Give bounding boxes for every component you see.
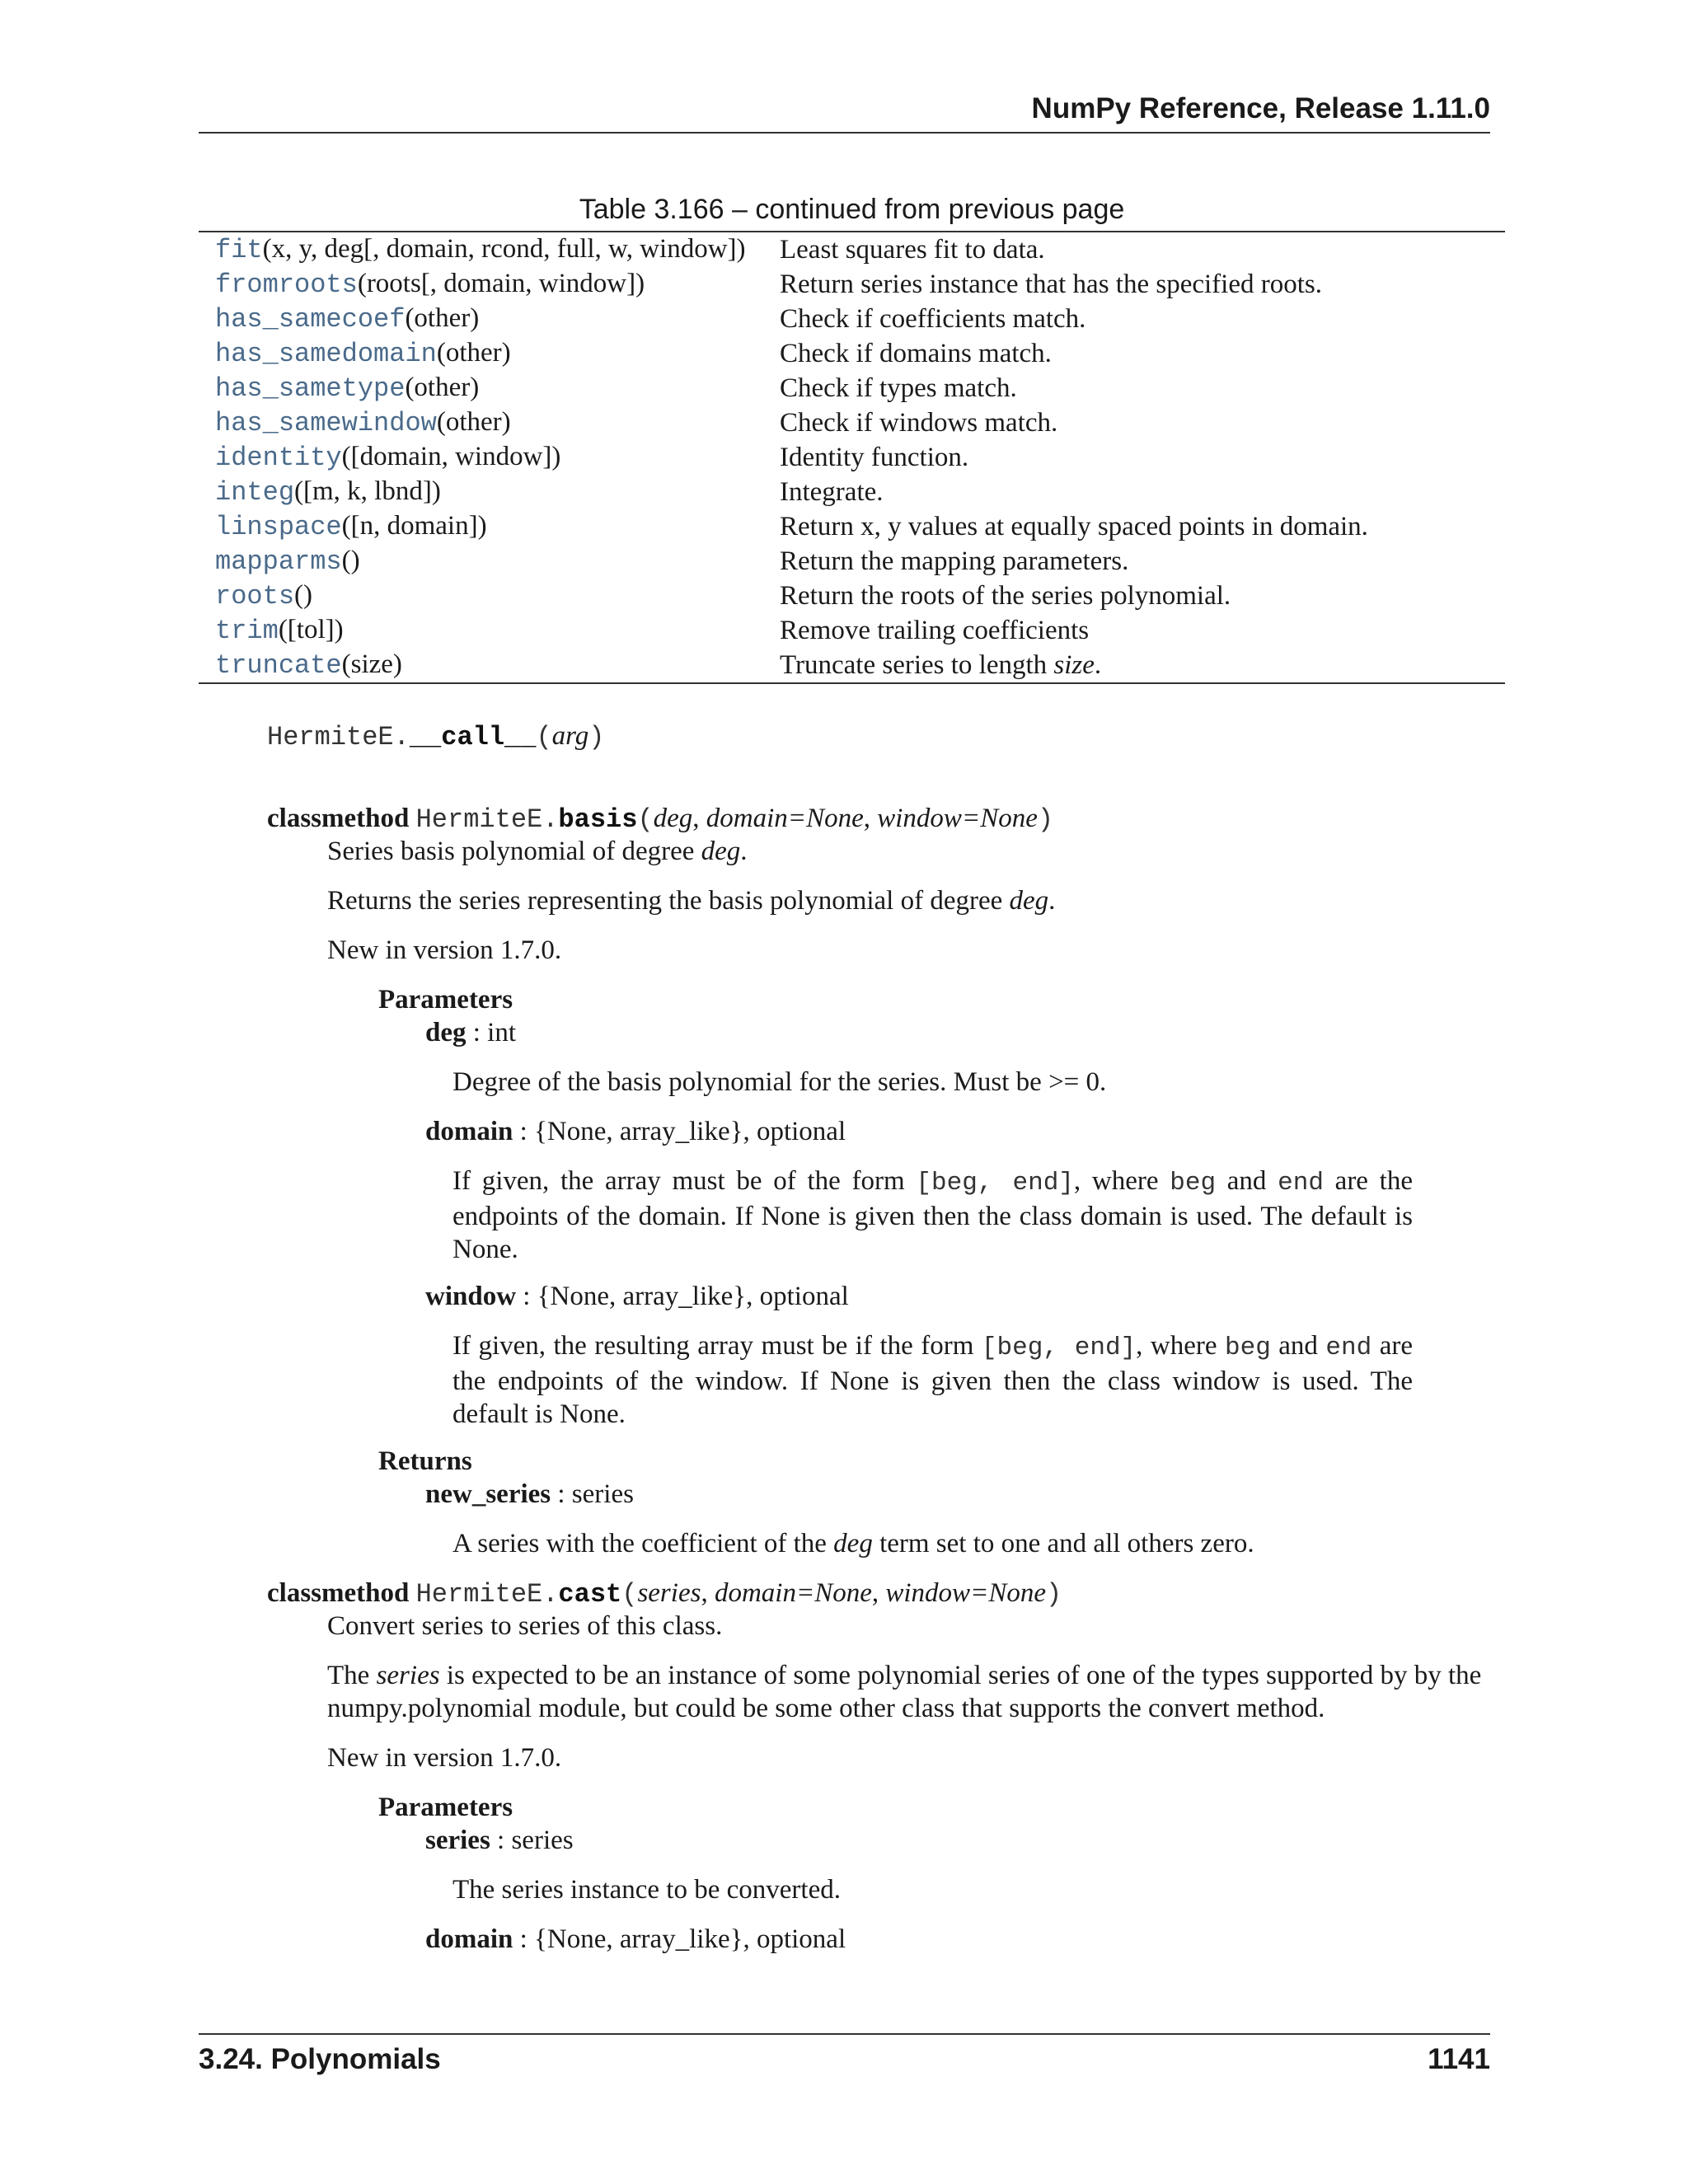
basis-param-domain-description xyxy=(452,1165,1413,1266)
methods-table-body xyxy=(199,232,1505,683)
method-args: () xyxy=(341,546,360,575)
basis-return-text-2: term set to one and all others zero. xyxy=(872,1529,1254,1558)
cast-summary: Convert series to series of this class. xyxy=(327,1611,723,1641)
basis-window-text-1: If given, the resulting array must be if the form xyxy=(452,1331,982,1361)
basis-return-type: : series xyxy=(551,1479,634,1509)
method-description-cell: Identity function. xyxy=(780,443,969,472)
basis-summary xyxy=(327,835,1506,868)
method-signature-cell xyxy=(199,232,768,267)
basis-returns-heading: Returns xyxy=(378,1446,472,1476)
method-description-cell: Return the roots of the series polynomial. xyxy=(780,581,1231,611)
method-args: (x, y, deg[, domain, rcond, full, w, window]) xyxy=(262,234,746,264)
call-method-name: __call__ xyxy=(409,722,537,752)
method-link-integ[interactable]: integ xyxy=(215,477,295,508)
basis-window-code-2: beg xyxy=(1224,1333,1271,1362)
method-link-has-samedomain[interactable]: has_samedomain xyxy=(215,339,437,369)
basis-domain-text-1: If given, the array must be of the form xyxy=(452,1166,917,1196)
table-row xyxy=(199,302,1505,336)
basis-returns-text: Returns the series representing the basis polynomial of degree xyxy=(327,886,1010,916)
cast-param-domain-name: domain xyxy=(425,1924,513,1954)
table-row xyxy=(199,613,1505,648)
basis-domain-text-4: are the endpoints of the domain. If None is given then the class domain is used. The default is None. xyxy=(452,1166,1413,1264)
cast-param-series-description: The series instance to be converted. xyxy=(452,1875,841,1905)
cast-desc-text-1: The xyxy=(327,1661,377,1690)
basis-window-text-3: and xyxy=(1270,1331,1326,1361)
cast-param-domain-type: : {None, array_like}, optional xyxy=(513,1924,846,1954)
cast-classmethod-keyword: classmethod xyxy=(267,1578,410,1608)
basis-version-note: New in version 1.7.0. xyxy=(327,935,562,965)
cast-desc-series: series xyxy=(376,1661,440,1690)
method-signature-cell xyxy=(199,405,768,440)
table-row xyxy=(199,509,1505,544)
method-description-emphasis: size xyxy=(1053,650,1095,680)
method-description-cell: Check if windows match. xyxy=(780,408,1058,438)
basis-signature: classmethod HermiteE.basis(deg, domain=None, window=None) xyxy=(267,804,1054,835)
cast-param-domain: domain=None xyxy=(714,1578,872,1608)
method-args: () xyxy=(294,580,312,610)
cast-class-prefix: HermiteE. xyxy=(415,1579,559,1610)
cast-signature: classmethod HermiteE.cast(series, domain=None, window=None) xyxy=(267,1578,1062,1610)
method-description-end: . xyxy=(1094,650,1102,680)
method-link-truncate[interactable]: truncate xyxy=(215,650,342,681)
basis-returns-deg: deg xyxy=(1009,886,1049,916)
methods-table xyxy=(199,231,1505,684)
method-signature-cell xyxy=(199,267,768,302)
table-row xyxy=(199,648,1505,683)
cast-version-note: New in version 1.7.0. xyxy=(327,1743,562,1773)
basis-param-domain-entry xyxy=(425,1115,1505,1148)
basis-domain-code-1: [beg, end] xyxy=(916,1169,1074,1197)
cast-param-domain-entry xyxy=(425,1923,1505,1956)
call-class-prefix: HermiteE. xyxy=(267,722,410,752)
method-link-has-sametype[interactable]: has_sametype xyxy=(215,373,406,404)
method-signature-cell xyxy=(199,440,768,475)
basis-param-domain-name: domain xyxy=(425,1117,513,1146)
table-caption: Table 3.166 – continued from previous page xyxy=(579,194,1125,225)
method-args: ([m, k, lbnd]) xyxy=(294,476,441,506)
table-row xyxy=(199,267,1505,302)
method-description-cell: Check if coefficients match. xyxy=(780,304,1086,334)
cast-desc-text-2: is expected to be an instance of some polynomial series of one of the types supported by by the numpy.polynomial module, but could be some other class that supports the convert method. xyxy=(327,1661,1482,1723)
table-row xyxy=(199,475,1505,509)
method-signature-cell xyxy=(199,544,768,579)
basis-domain-text-3: and xyxy=(1216,1166,1278,1196)
method-link-identity[interactable]: identity xyxy=(215,443,342,473)
basis-return-deg: deg xyxy=(833,1529,873,1558)
basis-param-window-description xyxy=(452,1329,1413,1431)
method-link-has-samecoef[interactable]: has_samecoef xyxy=(215,304,406,335)
basis-param-domain: domain=None xyxy=(706,804,864,833)
basis-classmethod-keyword: classmethod xyxy=(267,804,410,833)
method-link-trim[interactable]: trim xyxy=(215,616,279,646)
cast-paren-open: ( xyxy=(621,1579,638,1610)
basis-param-deg-description: Degree of the basis polynomial for the series. Must be >= 0. xyxy=(452,1067,1107,1097)
method-args: (roots[, domain, window]) xyxy=(357,269,645,298)
basis-param-window-name: window xyxy=(425,1282,517,1311)
call-paren-open: ( xyxy=(536,722,552,752)
method-args: ([tol]) xyxy=(278,615,344,644)
page-number: 1141 xyxy=(1428,2043,1490,2075)
table-row xyxy=(199,405,1505,440)
method-link-fit[interactable]: fit xyxy=(215,235,263,265)
method-signature-cell xyxy=(199,613,768,648)
cast-param-series: series xyxy=(637,1578,701,1608)
cast-param-series-entry xyxy=(425,1824,1505,1857)
basis-return-entry xyxy=(425,1478,1505,1511)
basis-return-name: new_series xyxy=(425,1479,551,1509)
method-link-mapparms[interactable]: mapparms xyxy=(215,546,342,577)
basis-param-window-type: : {None, array_like}, optional xyxy=(516,1282,849,1311)
basis-returns-sentence xyxy=(327,884,1506,917)
running-footer xyxy=(199,2033,1490,2075)
cast-parameters-heading: Parameters xyxy=(378,1793,513,1822)
table-row xyxy=(199,440,1505,475)
method-signature-cell xyxy=(199,371,768,405)
method-description-text: Truncate series to length xyxy=(780,650,1054,680)
method-description-cell: Integrate. xyxy=(780,477,884,507)
call-signature xyxy=(267,719,1503,754)
basis-window-text-2: , where xyxy=(1136,1331,1225,1361)
basis-parameters-heading: Parameters xyxy=(378,985,513,1015)
basis-param-window: window=None xyxy=(877,804,1038,833)
cast-paren-close: ) xyxy=(1046,1579,1062,1610)
basis-domain-code-2: beg xyxy=(1170,1169,1217,1197)
method-args: (size) xyxy=(341,649,402,679)
basis-return-description xyxy=(452,1527,1413,1560)
cast-param-window: window=None xyxy=(885,1578,1046,1608)
method-description-cell xyxy=(768,648,1505,683)
table-row xyxy=(199,579,1505,613)
method-args: ([n, domain]) xyxy=(341,511,487,541)
basis-param-window-entry xyxy=(425,1280,1505,1313)
method-link-fromroots[interactable]: fromroots xyxy=(215,269,358,300)
table-row xyxy=(199,544,1505,579)
cast-description xyxy=(327,1659,1506,1725)
basis-summary-end: . xyxy=(740,837,748,866)
method-description-cell: Return the mapping parameters. xyxy=(780,546,1129,576)
basis-param-deg: deg xyxy=(653,804,693,833)
basis-param-deg-name: deg xyxy=(425,1018,467,1047)
basis-returns-end: . xyxy=(1048,886,1056,916)
basis-class-prefix: HermiteE. xyxy=(415,804,559,835)
method-link-has-samewindow[interactable]: has_samewindow xyxy=(215,408,437,438)
table-row xyxy=(199,232,1505,267)
document-title: NumPy Reference, Release 1.11.0 xyxy=(1031,92,1490,124)
basis-domain-text-2: , where xyxy=(1073,1166,1170,1196)
method-args: (other) xyxy=(405,373,480,402)
method-signature-cell xyxy=(199,475,768,509)
basis-param-domain-type: : {None, array_like}, optional xyxy=(513,1117,846,1146)
method-description-cell: Return x, y values at equally spaced points in domain. xyxy=(780,512,1368,541)
method-signature-cell xyxy=(199,509,768,544)
method-signature-cell xyxy=(199,579,768,613)
call-arg: arg xyxy=(551,721,589,751)
basis-window-code-3: end xyxy=(1325,1333,1372,1362)
method-signature-cell xyxy=(199,336,768,371)
basis-method-name: basis xyxy=(558,804,638,835)
method-args: (other) xyxy=(436,407,511,437)
method-args: ([domain, window]) xyxy=(341,442,561,471)
cast-param-series-name: series xyxy=(425,1825,490,1855)
cast-param-series-type: : series xyxy=(490,1825,574,1855)
method-signature-cell xyxy=(199,648,768,683)
method-description-cell: Check if types match. xyxy=(780,373,1017,403)
basis-param-deg-type: : int xyxy=(466,1018,517,1047)
basis-window-code-1: [beg, end] xyxy=(981,1333,1137,1362)
method-args: (other) xyxy=(405,303,480,333)
basis-summary-text: Series basis polynomial of degree xyxy=(327,837,701,866)
method-args: (other) xyxy=(436,338,511,368)
basis-summary-deg: deg xyxy=(701,837,741,866)
basis-paren-close: ) xyxy=(1037,804,1054,835)
method-description-cell: Least squares fit to data. xyxy=(780,235,1045,265)
method-description-cell: Remove trailing coefficients xyxy=(780,616,1090,645)
method-link-roots[interactable]: roots xyxy=(215,581,295,612)
basis-window-text-4: are the endpoints of the window. If None is given then the class window is used. The default is None. xyxy=(452,1331,1413,1429)
cast-method-name: cast xyxy=(558,1579,622,1610)
table-row xyxy=(199,336,1505,371)
method-description-cell: Check if domains match. xyxy=(780,339,1052,368)
footer-section-title: 3.24. Polynomials xyxy=(199,2043,441,2075)
basis-param-deg-entry xyxy=(425,1016,1505,1049)
basis-domain-code-3: end xyxy=(1278,1169,1324,1197)
running-header xyxy=(199,91,1490,134)
method-link-linspace[interactable]: linspace xyxy=(215,512,342,542)
method-description-cell: Return series instance that has the specified roots. xyxy=(780,269,1322,299)
method-signature-cell xyxy=(199,302,768,336)
basis-return-text-1: A series with the coefficient of the xyxy=(452,1529,834,1558)
basis-paren-open: ( xyxy=(637,804,654,835)
table-row xyxy=(199,371,1505,405)
call-paren-close: ) xyxy=(588,722,605,752)
